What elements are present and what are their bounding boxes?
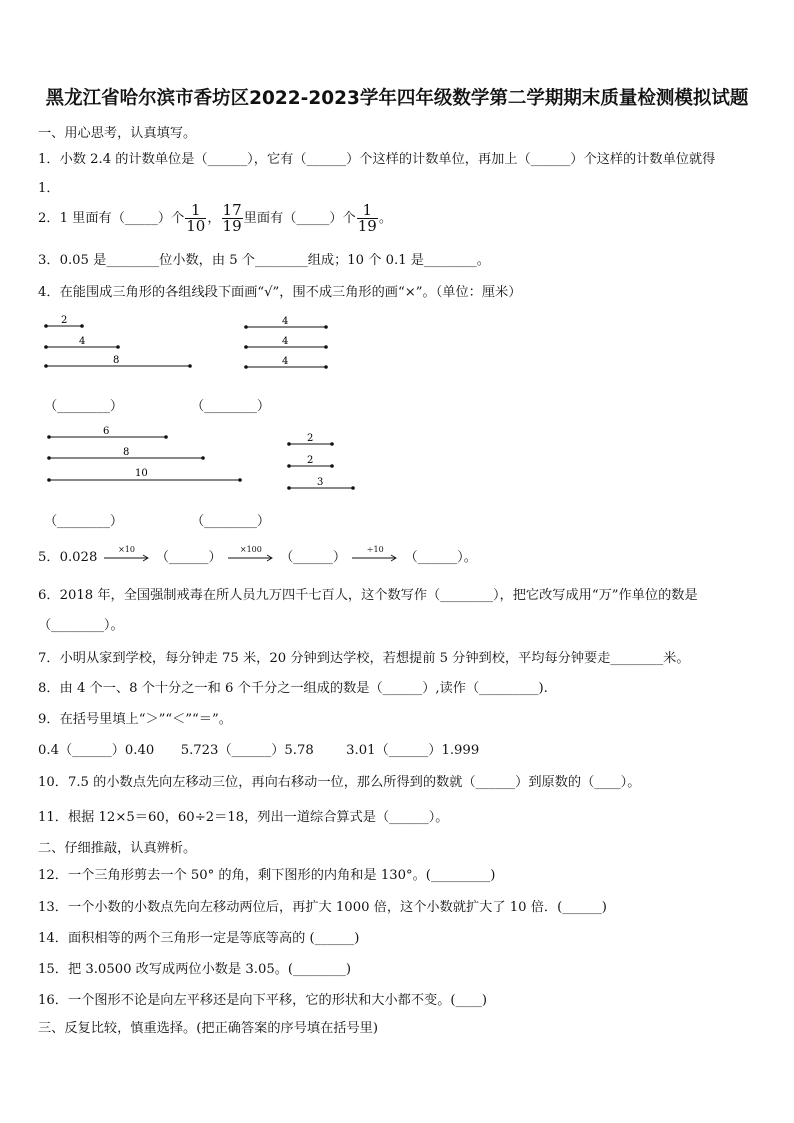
- section-3-heading: 三、反复比较，慎重选择。(把正确答案的序号填在括号里): [38, 1021, 378, 1036]
- segment-label: 4: [79, 336, 86, 347]
- arrow-label: ×10: [118, 544, 135, 554]
- segment-label: 4: [282, 316, 289, 327]
- answer-blank-group-2[interactable]: （________）: [191, 399, 271, 414]
- question-15: 15．把 3.0500 改写成两位小数是 3.05。(________): [38, 962, 351, 977]
- answer-blank-group-3[interactable]: （________）: [44, 514, 124, 529]
- page-title: 黑龙江省哈尔滨市香坊区2022-2023学年四年级数学第二学期期末质量检测模拟试题: [45, 88, 749, 109]
- question-8: 8．由 4 个一、8 个十分之一和 6 个千分之一组成的数是（______）,读作（_________).: [38, 681, 548, 696]
- question-2-prefix: 2．1 里面有（_____）个: [38, 211, 185, 226]
- segment-label: 6: [103, 426, 110, 437]
- segment-label: 4: [282, 356, 289, 367]
- compare-item-1: 0.4（______）0.40: [38, 743, 155, 758]
- question-14: 14．面积相等的两个三角形一定是等底等高的 (______): [38, 931, 360, 946]
- segment-label: 4: [282, 336, 289, 347]
- question-12: 12．一个三角形剪去一个 50° 的角，剩下图形的内角和是 130°。(_________): [38, 868, 496, 883]
- question-6-line-1: 6．2018 年，全国强制戒毒在所人员九万四千七百人，这个数写作（________），把它改写成用“万”作单位的数是: [38, 588, 698, 603]
- fraction-1-10: [185, 203, 206, 234]
- right-arrow-icon: [102, 551, 152, 565]
- question-16: 16．一个图形不论是向左平移还是向下平移，它的形状和大小都不变。(____): [38, 993, 488, 1008]
- question-2-separator: ，: [207, 211, 221, 226]
- question-11: 11．根据 12×5＝60，60÷2＝18，列出一道综合算式是（______）。: [38, 810, 449, 825]
- segment-label: 2: [307, 433, 314, 444]
- fraction-numerator: 1: [185, 203, 206, 219]
- fraction-numerator: 17: [222, 201, 242, 219]
- right-arrow-icon: [350, 551, 400, 565]
- fraction-17-19: [222, 203, 243, 234]
- section-2-heading: 二、仔细推敲，认真辨析。: [38, 841, 197, 856]
- fraction-denominator: 19: [357, 217, 377, 235]
- question-5-blank-3[interactable]: （______）。: [404, 550, 477, 565]
- question-5: [38, 546, 477, 565]
- question-3: 3．0.05 是________位小数，由 5 个________组成；10 个 0.1 是________。: [38, 253, 490, 268]
- arrow-times-100: [226, 544, 276, 565]
- arrow-divide-10: [350, 544, 400, 565]
- arrow-label: ÷10: [366, 544, 384, 554]
- segment-group-4: [287, 433, 355, 490]
- segment-label: 2: [61, 315, 68, 326]
- section-1-heading: 一、用心思考，认真填写。: [38, 126, 197, 141]
- question-2-middle: 里面有（_____）个: [243, 211, 356, 226]
- segment-label: 3: [317, 477, 324, 488]
- segment-label: 10: [135, 468, 148, 479]
- question-2: [38, 203, 392, 234]
- question-1-line-1: 1．小数 2.4 的计数单位是（______），它有（______）个这样的计数单位，再加上（______）个这样的计数单位就得: [38, 152, 716, 167]
- fraction-numerator: 1: [357, 203, 378, 219]
- segment-group-1: [44, 315, 192, 368]
- fraction-denominator: 10: [186, 217, 206, 235]
- segment-label: 8: [113, 355, 120, 366]
- fraction-1-19: [357, 203, 378, 234]
- right-arrow-icon: [226, 551, 276, 565]
- segment-group-2: [244, 316, 328, 369]
- question-5-start: 5．0.028: [38, 550, 98, 565]
- question-5-blank-1[interactable]: （______）: [155, 550, 222, 565]
- question-5-blank-2[interactable]: （______）: [280, 550, 347, 565]
- arrow-times-10: [102, 544, 152, 565]
- compare-item-2: 5.723（______）5.78: [180, 743, 314, 758]
- compare-item-3: 3.01（______）1.999: [346, 743, 480, 758]
- segment-label: 8: [123, 447, 130, 458]
- question-7: 7．小明从家到学校，每分钟走 75 米，20 分钟到达学校，若想提前 5 分钟到校，平均每分钟要走________米。: [38, 651, 690, 666]
- segment-group-3: [47, 426, 242, 482]
- answer-blank-group-1[interactable]: （________）: [44, 399, 124, 414]
- arrow-label: ×100: [239, 544, 262, 554]
- question-10: 10．7.5 的小数点先向左移动三位，再向右移动一位，那么所得到的数就（______）到原数的（____）。: [38, 775, 641, 790]
- fraction-denominator: 19: [222, 217, 242, 235]
- question-4: 4．在能围成三角形的各组线段下面画“√”，围不成三角形的画“×”。（单位：厘米）: [38, 285, 522, 300]
- question-2-end: 。: [378, 211, 393, 226]
- question-9-items: [38, 739, 479, 758]
- question-1-line-2: 1．: [38, 181, 60, 196]
- question-13: 13．一个小数的小数点先向左移动两位后，再扩大 1000 倍，这个小数就扩大了 10 倍．(______): [38, 900, 607, 915]
- answer-blank-group-4[interactable]: （________）: [191, 514, 271, 529]
- segment-label: 2: [307, 455, 314, 466]
- segment-diagrams: [0, 300, 794, 530]
- question-9: 9．在括号里填上“＞”“＜”“＝”。: [38, 712, 232, 727]
- question-6-line-2: （________）。: [38, 618, 124, 633]
